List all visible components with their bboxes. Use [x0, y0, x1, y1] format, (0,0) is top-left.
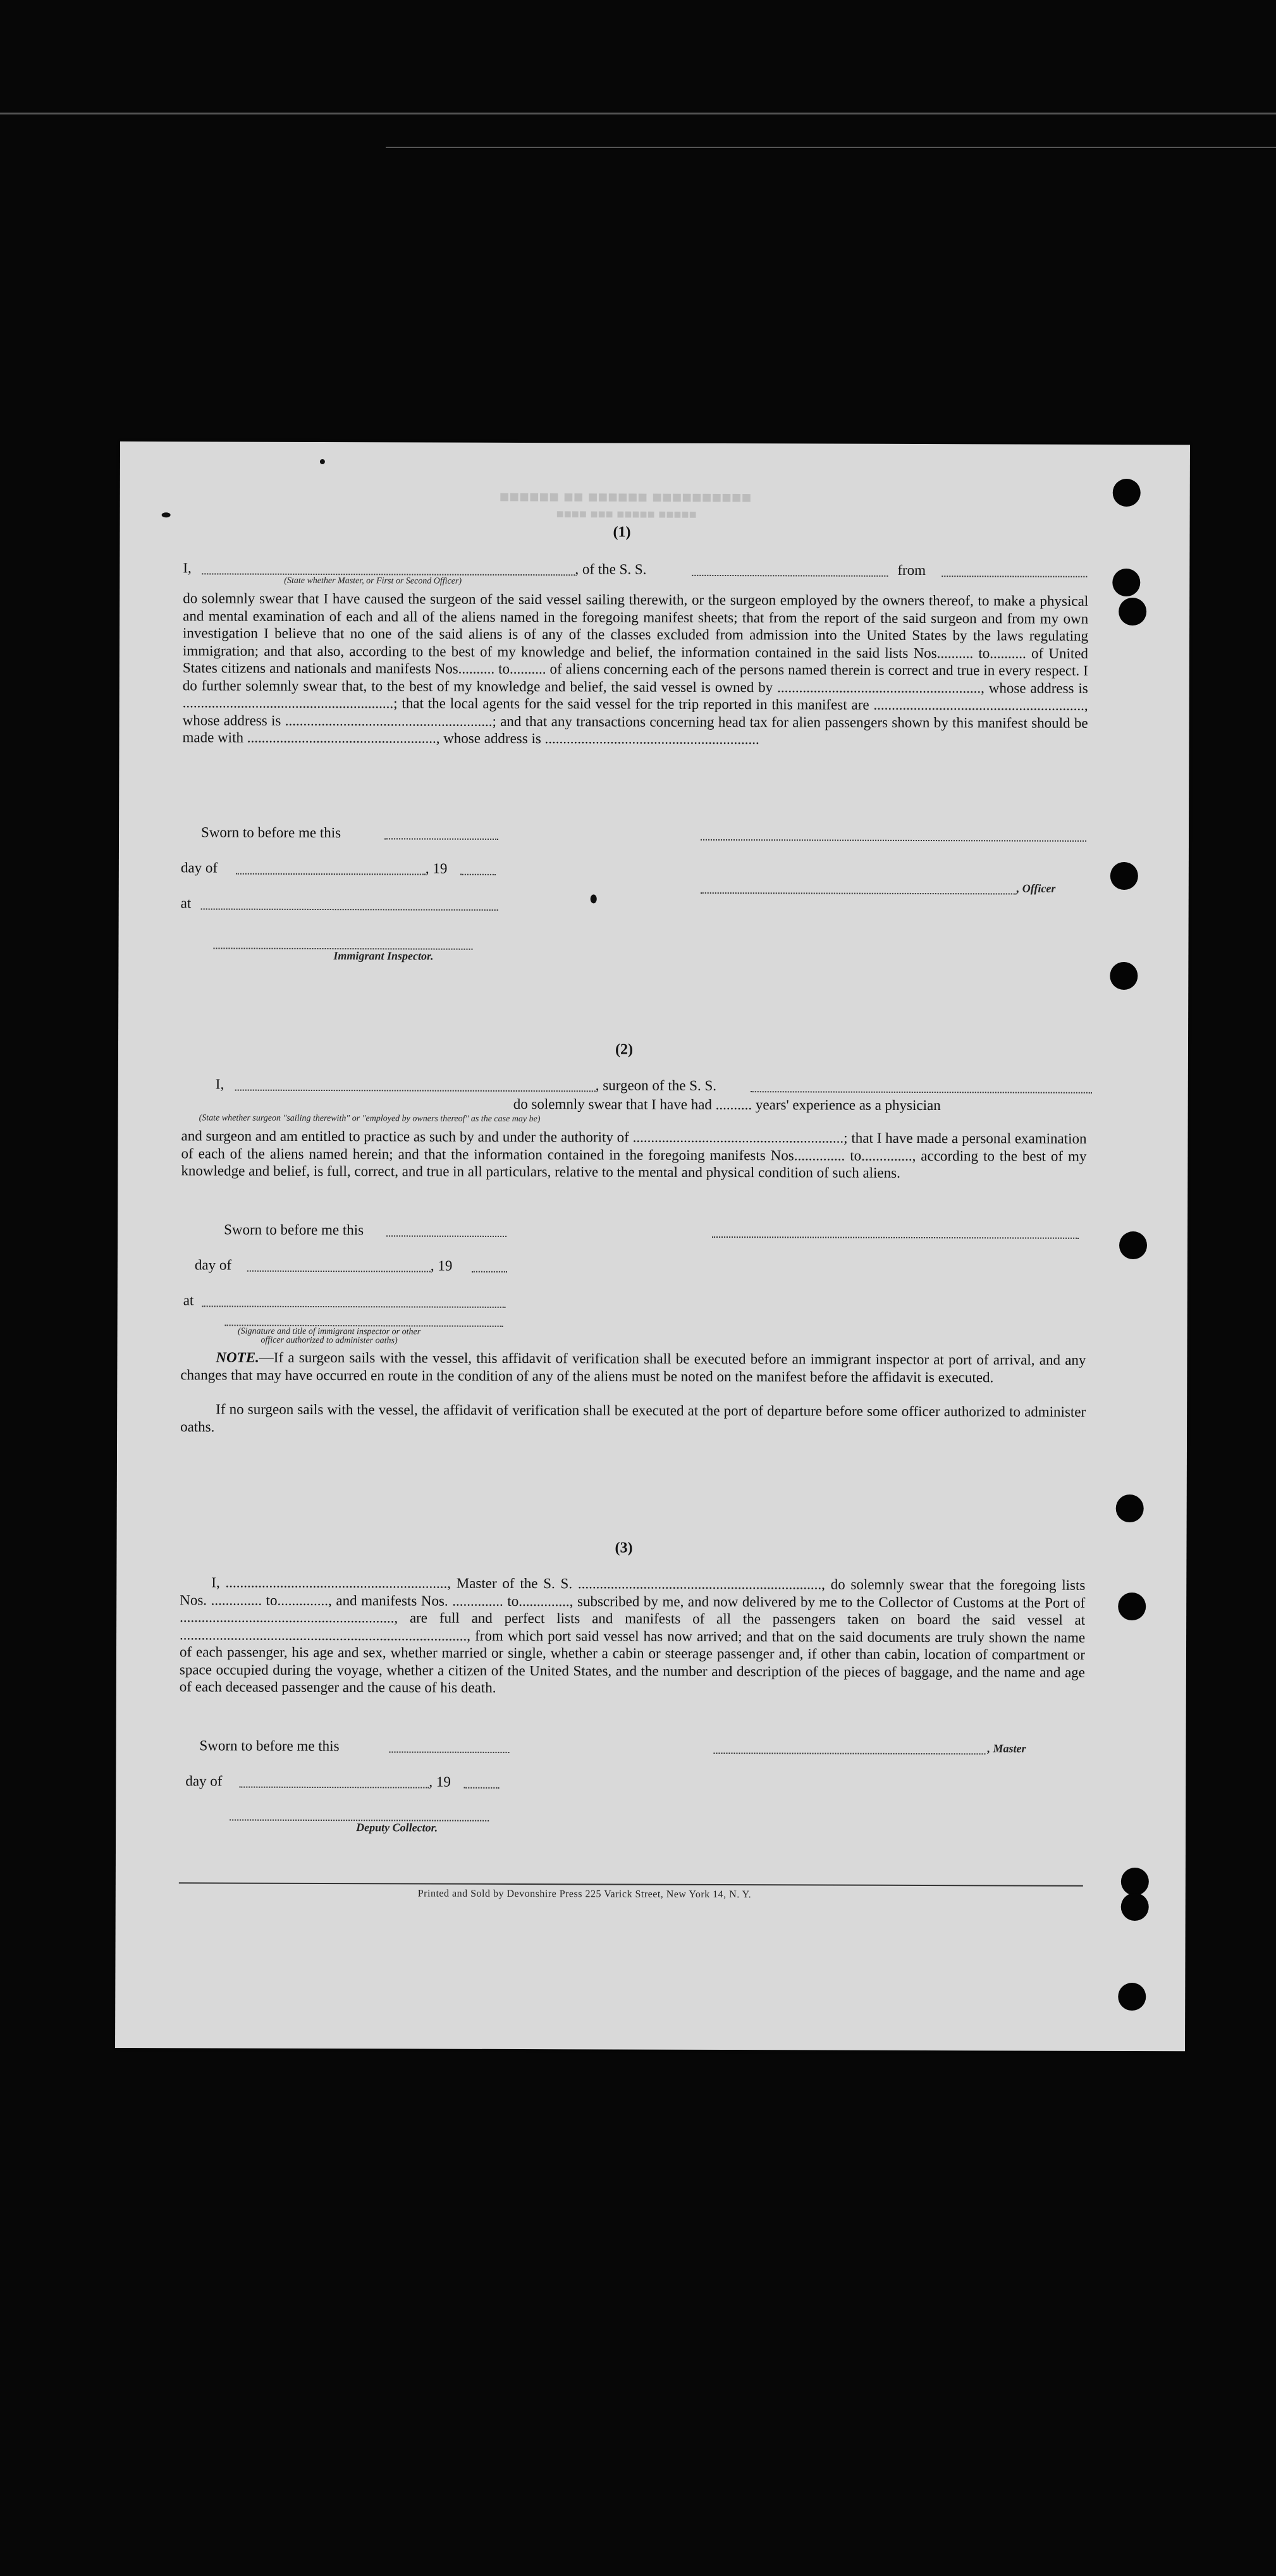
s2-sworn-blank	[386, 1235, 506, 1237]
s1-officer-label: , Officer	[1016, 882, 1056, 895]
s2-oath-text: and surgeon and am entitled to practice as such by and under the authority of ..........................................................; that I have made a personal examination of each of the aliens named herein; and that the information contained in the foregoing manifests Nos.............. to.............., according to the best of my knowledge and belief, is full, correct, and true in all particulars, relative to the mental and physical condition of such aliens.	[181, 1128, 1087, 1181]
punch-hole	[1121, 1868, 1149, 1895]
s2-day-blank	[247, 1271, 431, 1273]
scan-border-line	[0, 113, 1276, 114]
s3-master-line	[713, 1753, 985, 1754]
s1-sworn-blank	[384, 838, 498, 840]
s2-day-label: day of	[194, 1257, 232, 1273]
bleed-through-mark: ■■■■ ■■■ ■■■■■ ■■■■■	[556, 507, 697, 522]
punch-hole	[1110, 962, 1138, 990]
s2-note-paragraph-2: If no surgeon sails with the vessel, the affidavit of verification shall be executed at the port of departure before some officer authorized to administer oaths.	[180, 1401, 1086, 1434]
s1-officer-note: (State whether Master, or First or Second Officer)	[284, 576, 462, 586]
s1-from-blank	[942, 576, 1087, 577]
s1-at-label: at	[180, 895, 192, 911]
s2-i-label: I,	[215, 1076, 224, 1092]
s1-oath-text: do solemnly swear that I have caused the surgeon of the said vessel sailing therewith, or the surgeon employed by the owners thereof, to make a physical and mental examination of each and all of the aliens named in the foregoing manifest sheets; that from the report of the said surgeon and from my own investigation I believe that no one of the said aliens is of any of the classes excluded from admission into the United States by the laws regulating immigration; and that also, according to the best of my knowledge and belief, the information contained in the said lists Nos.......... to.......... of United States citizens and nationals and manifests Nos.......... to.......... of aliens concerning each of the persons named therein is correct and true in every respect. I do further solemnly swear that, to the best of my knowledge and belief, the said vessel is owned by ........................................................, whose address is ..........................................................; that the local agents for the said vessel for the trip reported in this manifest are .........................................................., whose address is .........................................................; and that any transactions concerning head tax for alien passengers shown by this manifest should be made with ...................................................., whose address is ...........................................................	[182, 590, 1089, 748]
s3-sworn-blank	[389, 1751, 509, 1753]
s3-master-label: , Master	[987, 1742, 1026, 1755]
ink-speck	[162, 512, 171, 517]
s3-sworn-label: Sworn to before me this	[199, 1737, 340, 1754]
punch-hole	[1119, 1231, 1147, 1259]
s1-day-blank	[236, 873, 426, 875]
s1-sworn-label: Sworn to before me this	[201, 824, 341, 841]
section-3-heading: (3)	[615, 1539, 633, 1556]
s1-of-ss-label: , of the S. S.	[575, 561, 647, 577]
s2-sworn-label: Sworn to before me this	[224, 1221, 364, 1238]
s3-oath-text: I, ............................................................., Master of the S. S. ..................................................................., do solemnly swear that the foregoing lists Nos. .............. to.............., and manifests Nos. .............. to.............., subscribed by me, and now delivered by me to the Collector of Customs at the Port of ..........................................................., are full and perfect lists and manifests of all the passengers taken on board the said vessel at ..............................................................................., from which port said vessel has now arrived; and that on the said documents are truly shown the name of each passenger, his age and sex, whether married or single, whether a cabin or steerage passenger and, if other than cabin, location of compartment or space occupied during the voyage, whether a citizen of the United States, and the number and description of the pieces of baggage, and the name and age of each deceased passenger and the cause of his death.	[179, 1574, 1086, 1696]
s3-day-label: day of	[185, 1773, 223, 1789]
s2-note-paragraph	[180, 1348, 1086, 1386]
punch-hole	[1113, 479, 1141, 507]
s3-year-label: , 19	[429, 1773, 451, 1790]
s1-from-label: from	[897, 562, 926, 579]
s1-day-label: day of	[180, 860, 218, 876]
s1-signature-line	[701, 839, 1086, 842]
punch-hole	[1116, 1494, 1144, 1522]
manifest-back-page	[115, 441, 1190, 2051]
s1-ship-blank	[692, 575, 888, 577]
ink-speck	[591, 894, 597, 903]
punch-hole	[1110, 862, 1138, 890]
s2-ship-blank	[751, 1091, 1092, 1094]
s2-signature-note: (Signature and title of immigrant inspector or other officer authorized to administer oaths)	[237, 1326, 421, 1346]
footer-rule	[179, 1882, 1083, 1886]
s1-inspector-label: Immigrant Inspector.	[333, 949, 434, 963]
s2-surgeon-label: , surgeon of the S. S.	[595, 1077, 717, 1094]
scan-border-line	[386, 147, 1276, 148]
s3-year-blank	[463, 1787, 499, 1789]
s2-note-label: NOTE.	[216, 1349, 259, 1365]
s2-signature-line	[712, 1236, 1079, 1239]
s1-officer-line	[701, 892, 1017, 895]
s1-i-label: I,	[183, 560, 192, 576]
s1-year-blank	[460, 874, 496, 875]
s2-name-blank	[235, 1090, 596, 1092]
s2-at-blank	[202, 1305, 506, 1308]
bleed-through-mark: ■■■■■■ ■■ ■■■■■■ ■■■■■■■■■■	[499, 486, 752, 507]
punch-hole	[1121, 1893, 1149, 1921]
punch-hole	[1118, 1983, 1146, 2011]
s3-collector-label: Deputy Collector.	[356, 1821, 438, 1834]
punch-hole	[1119, 598, 1146, 626]
s2-year-blank	[472, 1271, 507, 1273]
s1-year-label: , 19	[425, 860, 448, 877]
punch-hole	[1118, 1593, 1146, 1620]
s2-experience-line: do solemnly swear that I have had .......... years' experience as a physician	[513, 1095, 941, 1114]
ink-speck	[320, 459, 325, 464]
printer-imprint: Printed and Sold by Devonshire Press 225 Varick Street, New York 14, N. Y.	[417, 1888, 752, 1901]
s3-day-blank	[239, 1787, 429, 1789]
s1-name-blank	[202, 573, 575, 576]
section-1-heading: (1)	[613, 524, 631, 541]
s1-at-blank	[201, 908, 498, 910]
s2-surgeon-note: (State whether surgeon "sailing therewith" or "employed by owners thereof" as the case may be)	[199, 1113, 541, 1125]
s2-year-label: , 19	[430, 1257, 453, 1274]
s2-note-text: —If a surgeon sails with the vessel, this affidavit of verification shall be executed before an immigrant inspector at port of arrival, and any changes that may have occurred en route in the condition of any of the aliens must be noted on the manifest before the affidavit is executed.	[180, 1349, 1086, 1385]
section-2-heading: (2)	[615, 1041, 634, 1058]
s2-at-label: at	[183, 1292, 194, 1309]
punch-hole	[1112, 569, 1140, 596]
